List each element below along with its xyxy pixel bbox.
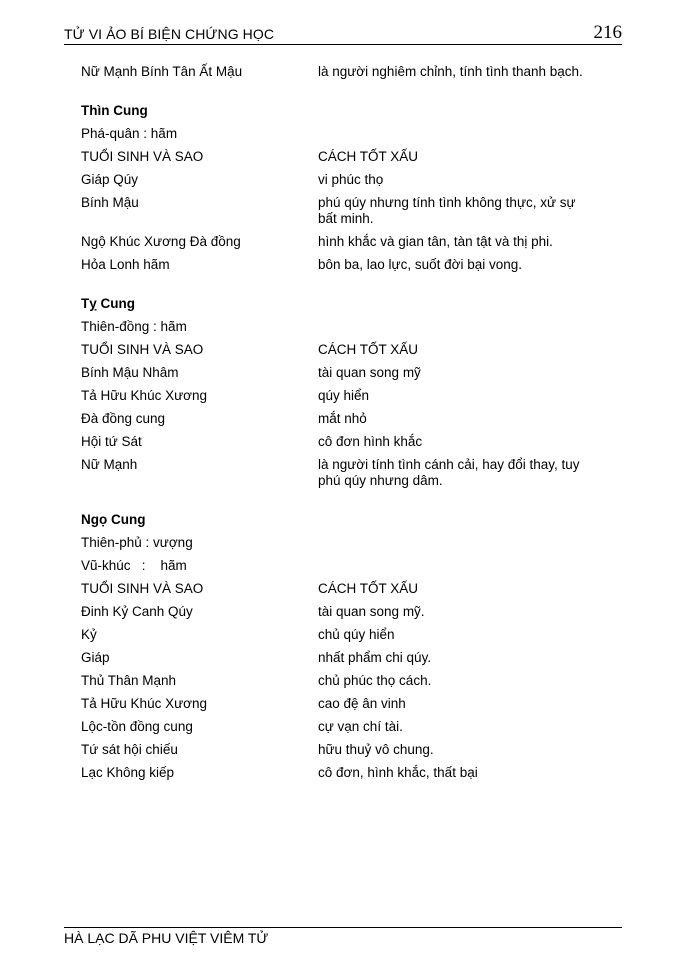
age-star-cell: Bính Mậu Nhâm — [81, 365, 179, 380]
verdict-cell: qúy hiển — [318, 388, 370, 403]
age-star-cell: Hỏa Lonh hãm — [81, 257, 170, 272]
table-row — [81, 234, 601, 250]
verdict-cell: cao đệ ân vinh — [318, 696, 406, 711]
intro-row — [81, 64, 601, 80]
table-row — [81, 765, 601, 781]
verdict-cell: tài quan song mỹ. — [318, 604, 425, 619]
age-star-cell: Lạc Không kiếp — [81, 765, 175, 780]
page-content — [81, 64, 601, 788]
table-row — [81, 742, 601, 758]
table-row — [81, 411, 601, 427]
page-number: 216 — [593, 22, 622, 43]
age-star-cell: Giáp Qúy — [81, 172, 139, 187]
age-star-cell: Đinh Kỷ Canh Qúy — [81, 604, 193, 619]
section-thin-cung — [81, 103, 601, 273]
column-header-row — [81, 149, 601, 165]
table-row — [81, 388, 601, 404]
star-line: Thiên-đồng : hãm — [81, 319, 187, 334]
age-star-cell: Bính Mậu — [81, 195, 139, 210]
verdict-cell: cô đơn hình khắc — [318, 434, 423, 449]
section-title: Ngọ Cung — [81, 512, 146, 527]
table-row — [81, 627, 601, 643]
age-star-cell: Tứ sát hội chiếu — [81, 742, 178, 757]
age-star-cell: Đà đồng cung — [81, 411, 166, 426]
age-star-cell: Hội tứ Sát — [81, 434, 142, 449]
age-star-cell: Tả Hữu Khúc Xương — [81, 388, 207, 403]
column-header-left: TUỔI SINH VÀ SAO — [81, 342, 204, 357]
age-star-cell: Tả Hữu Khúc Xương — [81, 696, 207, 711]
verdict-cell: chủ qúy hiển — [318, 627, 395, 642]
age-star-cell: Thủ Thân Mạnh — [81, 673, 177, 688]
verdict-cell: vi phúc thọ — [318, 172, 384, 187]
page-footer — [64, 927, 622, 946]
verdict-cell: phú qúy nhưng tính tình không thực, xử sự bất minh. — [318, 195, 576, 226]
age-star-cell: Giáp — [81, 650, 110, 665]
section-ngo-cung — [81, 512, 601, 781]
verdict-cell: hữu thuỷ vô chung. — [318, 742, 434, 757]
column-header-right: CÁCH TỐT XẤU — [318, 149, 419, 164]
verdict-cell: mắt nhỏ — [318, 411, 367, 426]
column-header-row — [81, 581, 601, 597]
column-header-right: CÁCH TỐT XẤU — [318, 581, 419, 596]
verdict-cell: cô đơn, hình khắc, thất bại — [318, 765, 478, 780]
column-header-row — [81, 342, 601, 358]
page-header — [64, 22, 622, 45]
table-row — [81, 172, 601, 188]
verdict-cell: hình khắc và gian tân, tàn tật và thị phi. — [318, 234, 553, 249]
footer-text: HÀ LẠC DÃ PHU VIỆT VIÊM TỬ — [64, 930, 269, 946]
table-row — [81, 719, 601, 735]
age-star-cell: Kỷ — [81, 627, 97, 642]
section-title: Thìn Cung — [81, 103, 148, 118]
column-header-left: TUỔI SINH VÀ SAO — [81, 149, 204, 164]
verdict-cell: cự vạn chí tài. — [318, 719, 403, 734]
verdict-cell: là người tính tình cánh cải, hay đổi thay, tuy phú qúy nhưng dâm. — [318, 457, 580, 488]
verdict-cell: nhất phẩm chi qúy. — [318, 650, 432, 665]
star-line: Thiên-phủ : vượng — [81, 535, 193, 550]
age-star-cell: Nữ Mạnh — [81, 457, 138, 472]
table-row — [81, 365, 601, 381]
star-line: Vũ-khúc : hãm — [81, 558, 187, 573]
verdict-cell: chủ phúc thọ cách. — [318, 673, 432, 688]
section-ty-cung — [81, 296, 601, 489]
table-row — [81, 696, 601, 712]
column-header-left: TUỔI SINH VÀ SAO — [81, 581, 204, 596]
verdict-cell: là người nghiêm chỉnh, tính tình thanh bạch. — [318, 64, 583, 79]
running-title: TỬ VI ẢO BÍ BIỆN CHỨNG HỌC — [64, 26, 275, 42]
table-row — [81, 434, 601, 450]
age-star-cell: Ngộ Khúc Xương Đà đồng — [81, 234, 241, 249]
age-star-cell: Lộc-tồn đồng cung — [81, 719, 193, 734]
table-row — [81, 650, 601, 666]
verdict-cell: tài quan song mỹ — [318, 365, 421, 380]
table-row — [81, 673, 601, 689]
table-row — [81, 195, 601, 227]
table-row — [81, 457, 601, 489]
verdict-cell: bôn ba, lao lực, suốt đời bại vong. — [318, 257, 523, 272]
table-row — [81, 604, 601, 620]
table-row — [81, 257, 601, 273]
star-line: Phá-quân : hãm — [81, 126, 178, 141]
column-header-right: CÁCH TỐT XẤU — [318, 342, 419, 357]
section-title: Tỵ Cung — [81, 296, 135, 311]
age-star-cell: Nữ Mạnh Bính Tân Ất Mậu — [81, 64, 243, 79]
